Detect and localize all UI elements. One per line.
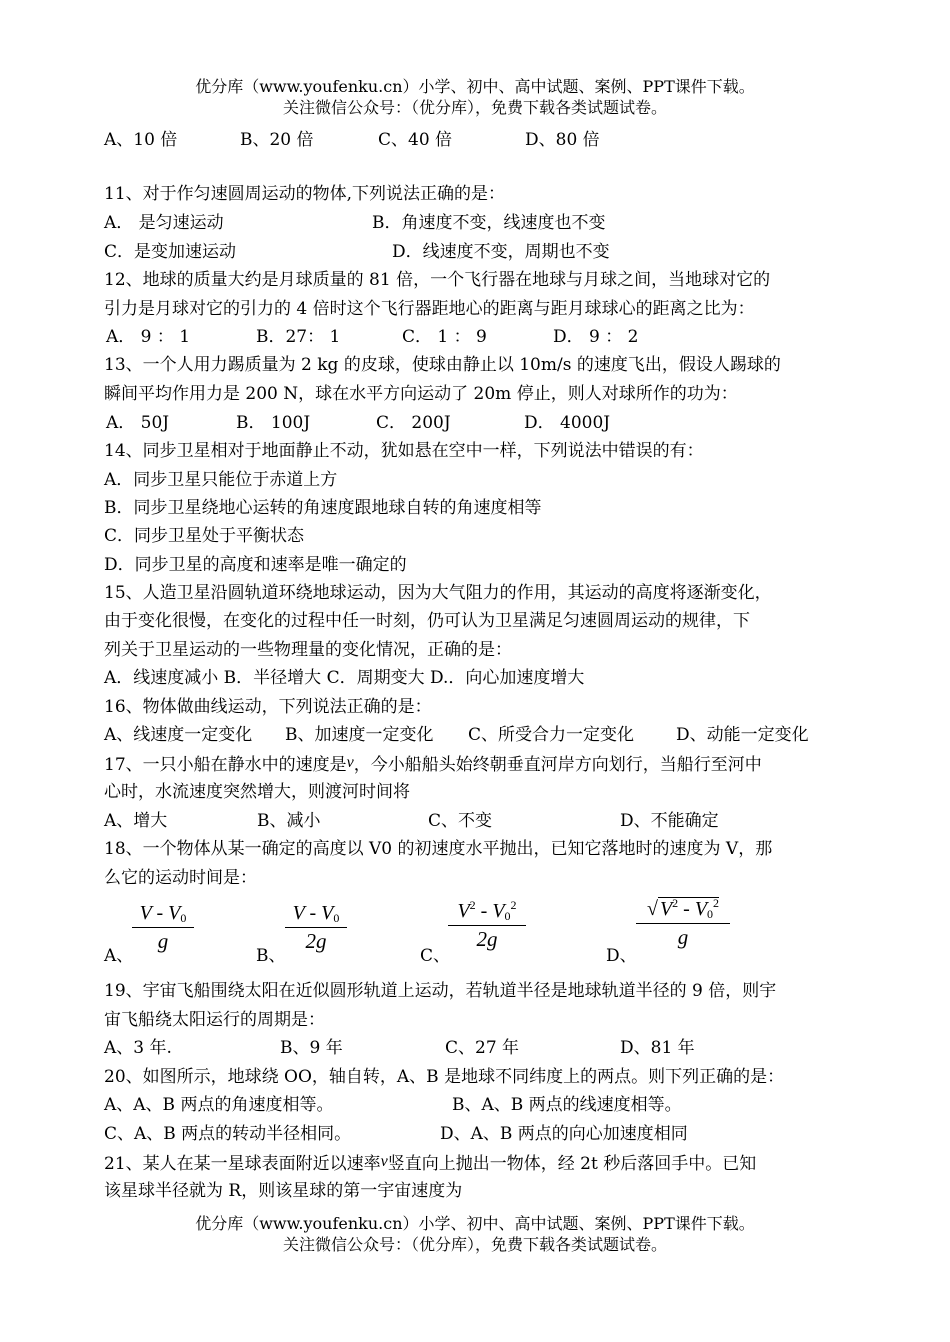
- q13-option-b: B． 100J: [236, 413, 311, 433]
- q14-option-b: B．同步卫星绕地心运转的角速度跟地球自转的角速度相等: [104, 498, 542, 518]
- velocity-symbol: v: [380, 1153, 388, 1170]
- denominator: g: [677, 925, 689, 949]
- fraction-bar: [132, 927, 194, 928]
- q10-option-b: B、20 倍: [240, 130, 314, 150]
- q13-stem-line-1: 13、一个人用力踢质量为 2 kg 的皮球，使球由静止以 10m/s 的速度飞出，假设人踢球的: [104, 355, 781, 375]
- q15-stem-line-3: 列关于卫星运动的一些物理量的变化情况，正确的是：: [104, 640, 512, 660]
- fraction-bar: [448, 925, 526, 926]
- q14-stem: 14、同步卫星相对于地面静止不动，犹如悬在空中一样，下列说法中错误的有：: [104, 441, 704, 461]
- q11-option-a: A． 是匀速运动: [104, 213, 224, 233]
- q16-option-a: A、线速度一定变化: [104, 725, 253, 745]
- q10-option-c: C、40 倍: [378, 130, 453, 150]
- q21-stem-part-2: 竖直向上抛出一物体，经 2t 秒后落回手中。已知: [387, 1154, 757, 1174]
- q16-option-b: B、加速度一定变化: [285, 725, 434, 745]
- numerator: V - $V_0$: [292, 902, 340, 925]
- q17-stem-line-1: [104, 751, 762, 777]
- q13-option-c: C． 200J: [376, 413, 451, 433]
- q18-fraction-d: [636, 896, 730, 950]
- q20-option-d: D、A、B 两点的向心加速度相同: [440, 1124, 688, 1144]
- q19-option-d: D、81 年: [620, 1038, 695, 1058]
- denominator: g: [157, 929, 169, 953]
- q17-stem-line-2: 心时，水流速度突然增大，则渡河时间将: [104, 782, 410, 802]
- q19-stem-line-1: 19、宇宙飞船围绕太阳在近似圆形轨道上运动，若轨道半径是地球轨道半径的 9 倍，则宇: [104, 981, 777, 1001]
- numerator: $V^2 - V_0^2$: [457, 898, 517, 923]
- footer-line-1: 优分库（www.youfenku.cn）小学、初中、高中试题、案例、PPT课件下载。: [195, 1214, 755, 1233]
- q12-option-a: A． 9 ： 1: [106, 327, 191, 347]
- q18-stem-line-2: 么它的运动时间是：: [104, 868, 257, 888]
- q21-stem-line-2: 该星球半径就为 R，则该星球的第一宇宙速度为: [104, 1181, 463, 1201]
- q20-option-a: A、A、B 两点的角速度相等。: [104, 1095, 334, 1115]
- q18-fraction-b: [285, 902, 347, 954]
- q17-option-d: D、不能确定: [620, 811, 719, 831]
- q18-option-a-label: A、: [104, 946, 134, 966]
- q11-stem: 11、对于作匀速圆周运动的物体,下列说法正确的是：: [104, 184, 506, 204]
- q21-stem-part-1: 21、某人在某一星球表面附近以速率: [104, 1154, 381, 1174]
- q17-option-a: A、增大: [104, 811, 168, 831]
- numerator: √ $V^2 - V_0^2$: [646, 896, 720, 921]
- q11-option-c: C．是变加速运动: [104, 242, 237, 262]
- header-line-2: 关注微信公众号：（优分库），免费下载各类试题试卷。: [282, 98, 667, 117]
- fraction-bar: [285, 927, 347, 928]
- q18-option-b-label: B、: [256, 946, 286, 966]
- q19-option-a: A、3 年.: [104, 1038, 172, 1058]
- q17-option-c: C、不变: [428, 811, 493, 831]
- q17-option-b: B、减小: [257, 811, 321, 831]
- q19-option-c: C、27 年: [445, 1038, 520, 1058]
- q17-stem-part-2: ，今小船船头始终朝垂直河岸方向划行，当船行至河中: [353, 755, 762, 775]
- q11-option-b: B．角速度不变，线速度也不变: [372, 213, 606, 233]
- q14-option-a: A．同步卫星只能位于赤道上方: [104, 470, 338, 490]
- q13-option-d: D． 4000J: [524, 413, 611, 433]
- q12-stem-line-1: 12、地球的质量大约是月球质量的 81 倍，一个飞行器在地球与月球之间，当地球对它的: [104, 270, 771, 290]
- denominator: 2g: [476, 927, 498, 951]
- numerator: V - $V_0$: [139, 902, 187, 925]
- footer-line-2: 关注微信公众号：（优分库），免费下载各类试题试卷。: [282, 1235, 667, 1254]
- velocity-symbol: v: [346, 754, 354, 771]
- q21-stem-line-1: [104, 1150, 756, 1176]
- q13-option-a: A． 50J: [106, 413, 170, 433]
- q16-option-d: D、动能一定变化: [676, 725, 809, 745]
- q18-stem-line-1: 18、一个物体从某一确定的高度以 V0 的初速度水平抛出，已知它落地时的速度为 V，那: [104, 839, 773, 859]
- q12-stem-line-2: 引力是月球对它的引力的 4 倍时这个飞行器距地心的距离与距月球球心的距离之比为：: [104, 299, 755, 319]
- q18-option-c-label: C、: [420, 946, 451, 966]
- q19-stem-line-2: 宙飞船绕太阳运行的周期是：: [104, 1010, 325, 1030]
- denominator: 2g: [305, 929, 327, 953]
- q12-option-c: C． 1 ： 9: [402, 327, 487, 347]
- q15-stem-line-1: 15、人造卫星沿圆轨道环绕地球运动，因为大气阻力的作用，其运动的高度将逐渐变化，: [104, 583, 772, 603]
- q14-option-d: D．同步卫星的高度和速率是唯一确定的: [104, 555, 407, 575]
- header-line-1: 优分库（www.youfenku.cn）小学、初中、高中试题、案例、PPT课件下载。: [195, 77, 755, 96]
- q19-option-b: B、9 年: [280, 1038, 343, 1058]
- q10-option-a: A、10 倍: [104, 130, 178, 150]
- q12-option-b: B．27： 1: [256, 327, 341, 347]
- q14-option-c: C．同步卫星处于平衡状态: [104, 526, 305, 546]
- q20-option-b: B、A、B 两点的线速度相等。: [452, 1095, 682, 1115]
- sqrt-radicand: $V^2 - V_0^2$: [659, 896, 720, 921]
- q12-option-d: D． 9 ： 2: [553, 327, 639, 347]
- q13-stem-line-2: 瞬间平均作用力是 200 N，球在水平方向运动了 20m 停止，则人对球所作的功为：: [104, 384, 738, 404]
- q10-option-d: D、80 倍: [525, 130, 600, 150]
- q18-fraction-a: [132, 902, 194, 954]
- q17-stem-part-1: 17、一只小船在静水中的速度是: [104, 755, 347, 775]
- q20-option-c: C、A、B 两点的转动半径相同。: [104, 1124, 352, 1144]
- q18-option-d-label: D、: [606, 946, 637, 966]
- q16-stem: 16、物体做曲线运动，下列说法正确的是：: [104, 697, 432, 717]
- q15-options: A．线速度减小 B．半径增大 C．周期变大 D.．向心加速度增大: [104, 668, 585, 688]
- fraction-bar: [636, 923, 730, 924]
- q20-stem: 20、如图所示，地球绕 OO，轴自转，A、B 是地球不同纬度上的两点。则下列正确的是：: [104, 1067, 785, 1087]
- q15-stem-line-2: 由于变化很慢，在变化的过程中任一时刻，仍可认为卫星满足匀速圆周运动的规律，下: [104, 611, 750, 631]
- q18-fraction-c: [448, 898, 526, 952]
- q11-option-d: D．线速度不变，周期也不变: [392, 242, 610, 262]
- q16-option-c: C、所受合力一定变化: [468, 725, 635, 745]
